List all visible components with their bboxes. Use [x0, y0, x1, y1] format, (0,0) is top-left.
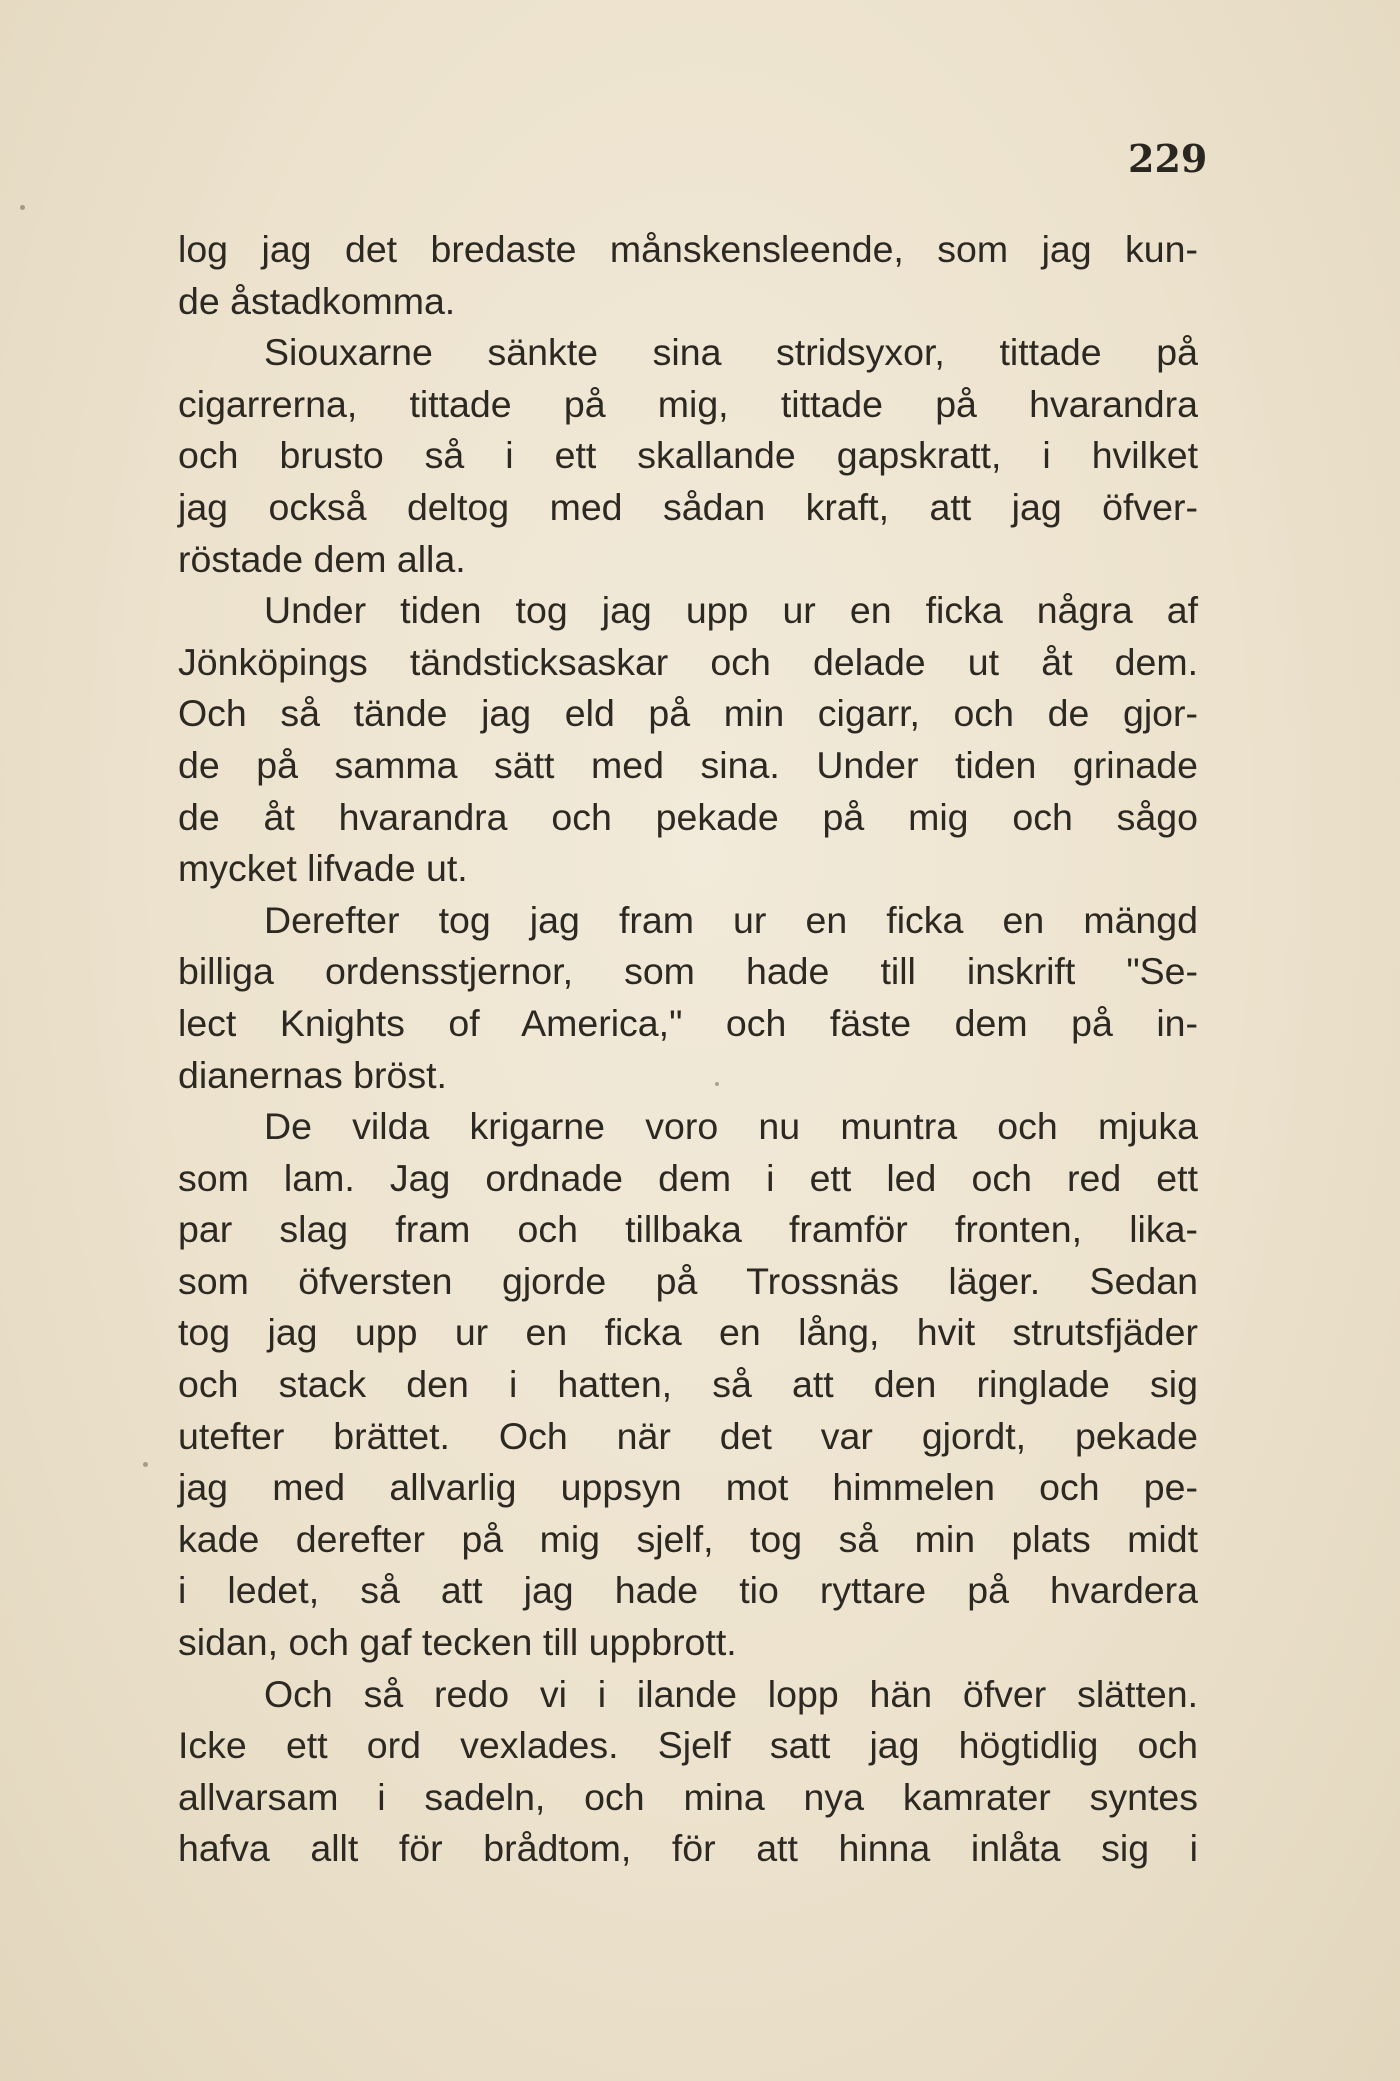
- text-line: kade derefter på mig sjelf, tog så min plats midt: [178, 1517, 1198, 1560]
- page-number: 229: [1128, 136, 1208, 181]
- text-line: De vilda krigarne voro nu muntra och mjuka: [264, 1105, 1198, 1148]
- text-line: mycket lifvade ut.: [178, 847, 468, 890]
- text-line: hafva allt för brådtom, för att hinna inlåta sig i: [178, 1827, 1198, 1870]
- text-line: de åstadkomma.: [178, 279, 456, 322]
- text-line: sidan, och gaf tecken till uppbrott.: [178, 1621, 737, 1664]
- text-line: röstade dem alla.: [178, 537, 466, 580]
- text-line: cigarrerna, tittade på mig, tittade på hvarandra: [178, 382, 1198, 425]
- text-line: i ledet, så att jag hade tio ryttare på hvardera: [178, 1569, 1198, 1612]
- text-line: jag också deltog med sådan kraft, att jag öfver-: [178, 485, 1198, 528]
- text-line: jag med allvarlig uppsyn mot himmelen och pe-: [178, 1466, 1198, 1509]
- text-line: och brusto så i ett skallande gapskratt, i hvilket: [178, 434, 1198, 477]
- text-line: Derefter tog jag fram ur en ficka en mängd: [264, 898, 1198, 941]
- text-line: Jönköpings tändsticksaskar och delade ut åt dem.: [178, 640, 1198, 683]
- text-line: Och så tände jag eld på min cigarr, och de gjor-: [178, 692, 1198, 735]
- text-line: allvarsam i sadeln, och mina nya kamrater syntes: [178, 1775, 1198, 1818]
- text-line: utefter brättet. Och när det var gjordt, pekade: [178, 1414, 1198, 1457]
- text-line: Icke ett ord vexlades. Sjelf satt jag högtidlig och: [178, 1724, 1198, 1767]
- paper-fleck: [20, 205, 25, 210]
- text-line: de på samma sätt med sina. Under tiden grinade: [178, 743, 1198, 786]
- text-line: tog jag upp ur en ficka en lång, hvit strutsfjäder: [178, 1311, 1198, 1354]
- text-line: och stack den i hatten, så att den ringlade sig: [178, 1363, 1198, 1406]
- text-line: lect Knights of America," och fäste dem på in-: [178, 1001, 1198, 1044]
- text-line: som öfversten gjorde på Trossnäs läger. Sedan: [178, 1259, 1198, 1302]
- text-line: Under tiden tog jag upp ur en ficka några af: [264, 589, 1198, 632]
- body-text: [178, 224, 1198, 1875]
- text-line: de åt hvarandra och pekade på mig och sågo: [178, 795, 1198, 838]
- text-line: log jag det bredaste månskensleende, som jag kun-: [178, 228, 1198, 270]
- text-line: Siouxarne sänkte sina stridsyxor, tittade på: [264, 331, 1198, 374]
- text-line: par slag fram och tillbaka framför fronten, lika-: [178, 1208, 1198, 1251]
- paper-fleck: [143, 1462, 148, 1467]
- text-line: dianernas bröst.: [178, 1053, 447, 1096]
- text-line: billiga ordensstjernor, som hade till inskrift "Se-: [178, 950, 1198, 993]
- text-line: Och så redo vi i ilande lopp hän öfver slätten.: [264, 1672, 1198, 1715]
- text-line: som lam. Jag ordnade dem i ett led och red ett: [178, 1156, 1198, 1199]
